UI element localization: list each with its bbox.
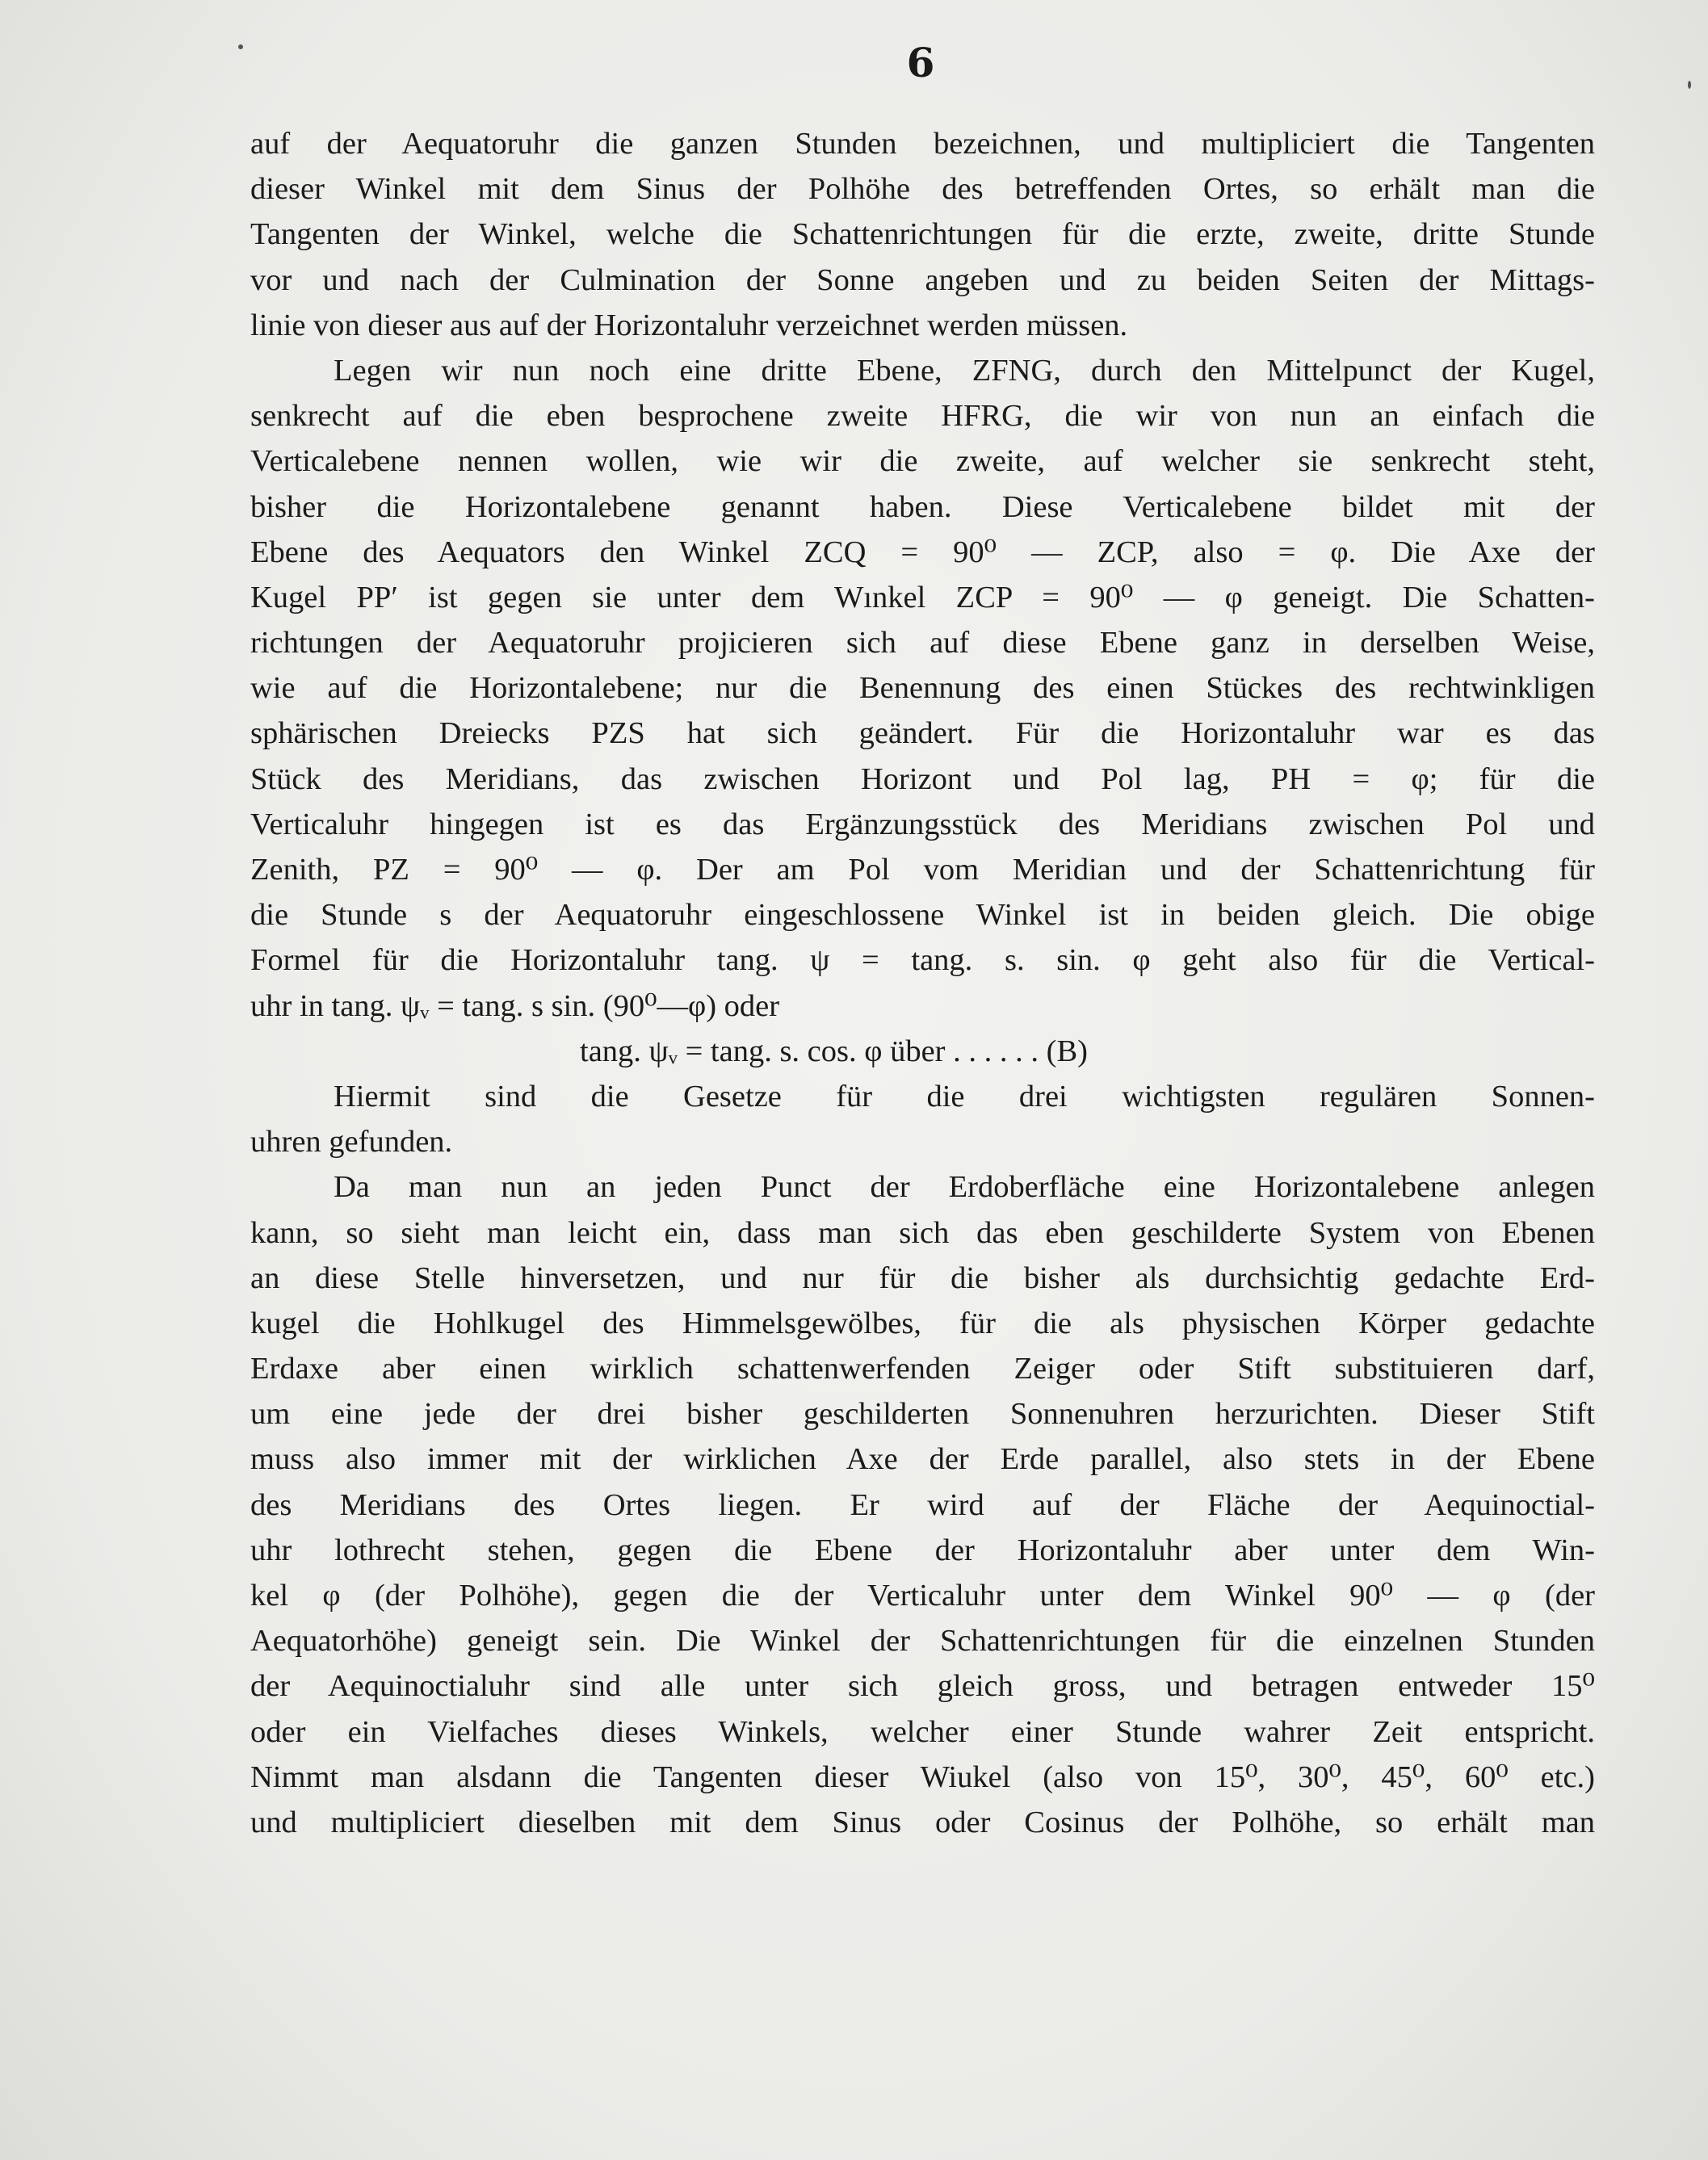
text-line: Stück des Meridians, das zwischen Horizont und Pol lag, PH = φ; für die bbox=[250, 761, 1595, 796]
text-line: senkrecht auf die eben besprochene zweite HFRG, die wir von nun an einfach die bbox=[250, 399, 1595, 434]
text-line: vor und nach der Culmination der Sonne angeben und zu beiden Seiten der Mittags- bbox=[250, 262, 1595, 297]
text-line: Zenith, PZ = 90⁰ — φ. Der am Pol vom Meridian und der Schattenrichtung für bbox=[250, 853, 1595, 887]
text-line: Da man nun an jeden Punct der Erdoberfläche eine Horizontalebene anlegen bbox=[334, 1170, 1595, 1205]
text-line: wie auf die Horizontalebene; nur die Benennung des einen Stückes des rechtwinkligen bbox=[250, 671, 1595, 706]
text-line: Hiermit sind die Gesetze für die drei wichtigsten regulären Sonnen- bbox=[334, 1079, 1595, 1114]
ink-speck bbox=[1688, 81, 1691, 89]
text-line: bisher die Horizontalebene genannt haben. Diese Verticalebene bildet mit der bbox=[250, 489, 1595, 524]
text-line: linie von dieser aus auf der Horizontaluhr verzeichnet werden müssen. bbox=[250, 308, 1128, 342]
text-line: Nimmt man alsdann die Tangenten dieser Wiukel (also von 15⁰, 30⁰, 45⁰, 60⁰ etc.) bbox=[250, 1759, 1595, 1794]
text-line: kugel die Hohlkugel des Himmelsgewölbes, für die als physischen Körper gedachte bbox=[250, 1306, 1595, 1340]
ink-speck bbox=[238, 44, 243, 49]
text-line: richtungen der Aequatoruhr projicieren sich auf diese Ebene ganz in derselben Weise, bbox=[250, 626, 1595, 661]
page-number: 6 bbox=[906, 39, 935, 86]
text-line: uhr lothrecht stehen, gegen die Ebene der Horizontaluhr aber unter dem Win- bbox=[250, 1533, 1595, 1567]
text-line: Ebene des Aequators den Winkel ZCQ = 90⁰ — ZCP, also = φ. Die Axe der bbox=[250, 535, 1595, 569]
text-line: an diese Stelle hinversetzen, und nur für die bisher als durchsichtig gedachte Erd- bbox=[250, 1260, 1595, 1295]
text-line: sphärischen Dreiecks PZS hat sich geändert. Für die Horizontaluhr war es das bbox=[250, 716, 1595, 751]
text-line: uhr in tang. ψᵥ = tang. s sin. (90⁰—φ) oder bbox=[250, 988, 780, 1023]
text-line: dieser Winkel mit dem Sinus der Polhöhe des betreffenden Ortes, so erhält man die bbox=[250, 172, 1595, 207]
text-line: Kugel PP′ ist gegen sie unter dem Wınkel ZCP = 90⁰ — φ geneigt. Die Schatten- bbox=[250, 580, 1595, 614]
text-line: Erdaxe aber einen wirklich schattenwerfenden Zeiger oder Stift substituieren darf, bbox=[250, 1352, 1595, 1386]
text-line: der Aequinoctialuhr sind alle unter sich gleich gross, und betragen entweder 15⁰ bbox=[250, 1669, 1595, 1704]
text-line: Tangenten der Winkel, welche die Schattenrichtungen für die erzte, zweite, dritte Stunde bbox=[250, 217, 1595, 252]
text-line: des Meridians des Ortes liegen. Er wird auf der Fläche der Aequinoctial- bbox=[250, 1487, 1595, 1522]
text-line: um eine jede der drei bisher geschilderten Sonnenuhren herzurichten. Dieser Stift bbox=[250, 1397, 1595, 1432]
text-line: uhren gefunden. bbox=[250, 1125, 453, 1160]
text-line: Aequatorhöhe) geneigt sein. Die Winkel der Schattenrichtungen für die einzelnen Stunden bbox=[250, 1624, 1595, 1659]
text-line: Verticalebene nennen wollen, wie wir die zweite, auf welcher sie senkrecht steht, bbox=[250, 444, 1595, 479]
text-line: Verticaluhr hingegen ist es das Ergänzungsstück des Meridians zwischen Pol und bbox=[250, 807, 1595, 841]
text-line: oder ein Vielfaches dieses Winkels, welcher einer Stunde wahrer Zeit entspricht. bbox=[250, 1714, 1595, 1749]
formula-line: tang. ψᵥ = tang. s. cos. φ über . . . . . . (B) bbox=[580, 1034, 1088, 1068]
body-text bbox=[250, 121, 1595, 1845]
text-line: und multipliciert dieselben mit dem Sinus oder Cosinus der Polhöhe, so erhält man bbox=[250, 1805, 1595, 1839]
text-line: auf der Aequatoruhr die ganzen Stunden bezeichnen, und multipliciert die Tangenten bbox=[250, 127, 1595, 161]
text-line: Formel für die Horizontaluhr tang. ψ = tang. s. sin. φ geht also für die Vertical- bbox=[250, 943, 1595, 978]
text-line: kel φ (der Polhöhe), gegen die der Verticaluhr unter dem Winkel 90⁰ — φ (der bbox=[250, 1579, 1595, 1613]
text-line: kann, so sieht man leicht ein, dass man sich das eben geschilderte System von Ebenen bbox=[250, 1215, 1595, 1250]
text-line: die Stunde s der Aequatoruhr eingeschlossene Winkel ist in beiden gleich. Die obige bbox=[250, 898, 1595, 933]
text-line: Legen wir nun noch eine dritte Ebene, ZFNG, durch den Mittelpunct der Kugel, bbox=[334, 353, 1595, 388]
text-line: muss also immer mit der wirklichen Axe der Erde parallel, also stets in der Ebene bbox=[250, 1442, 1595, 1477]
